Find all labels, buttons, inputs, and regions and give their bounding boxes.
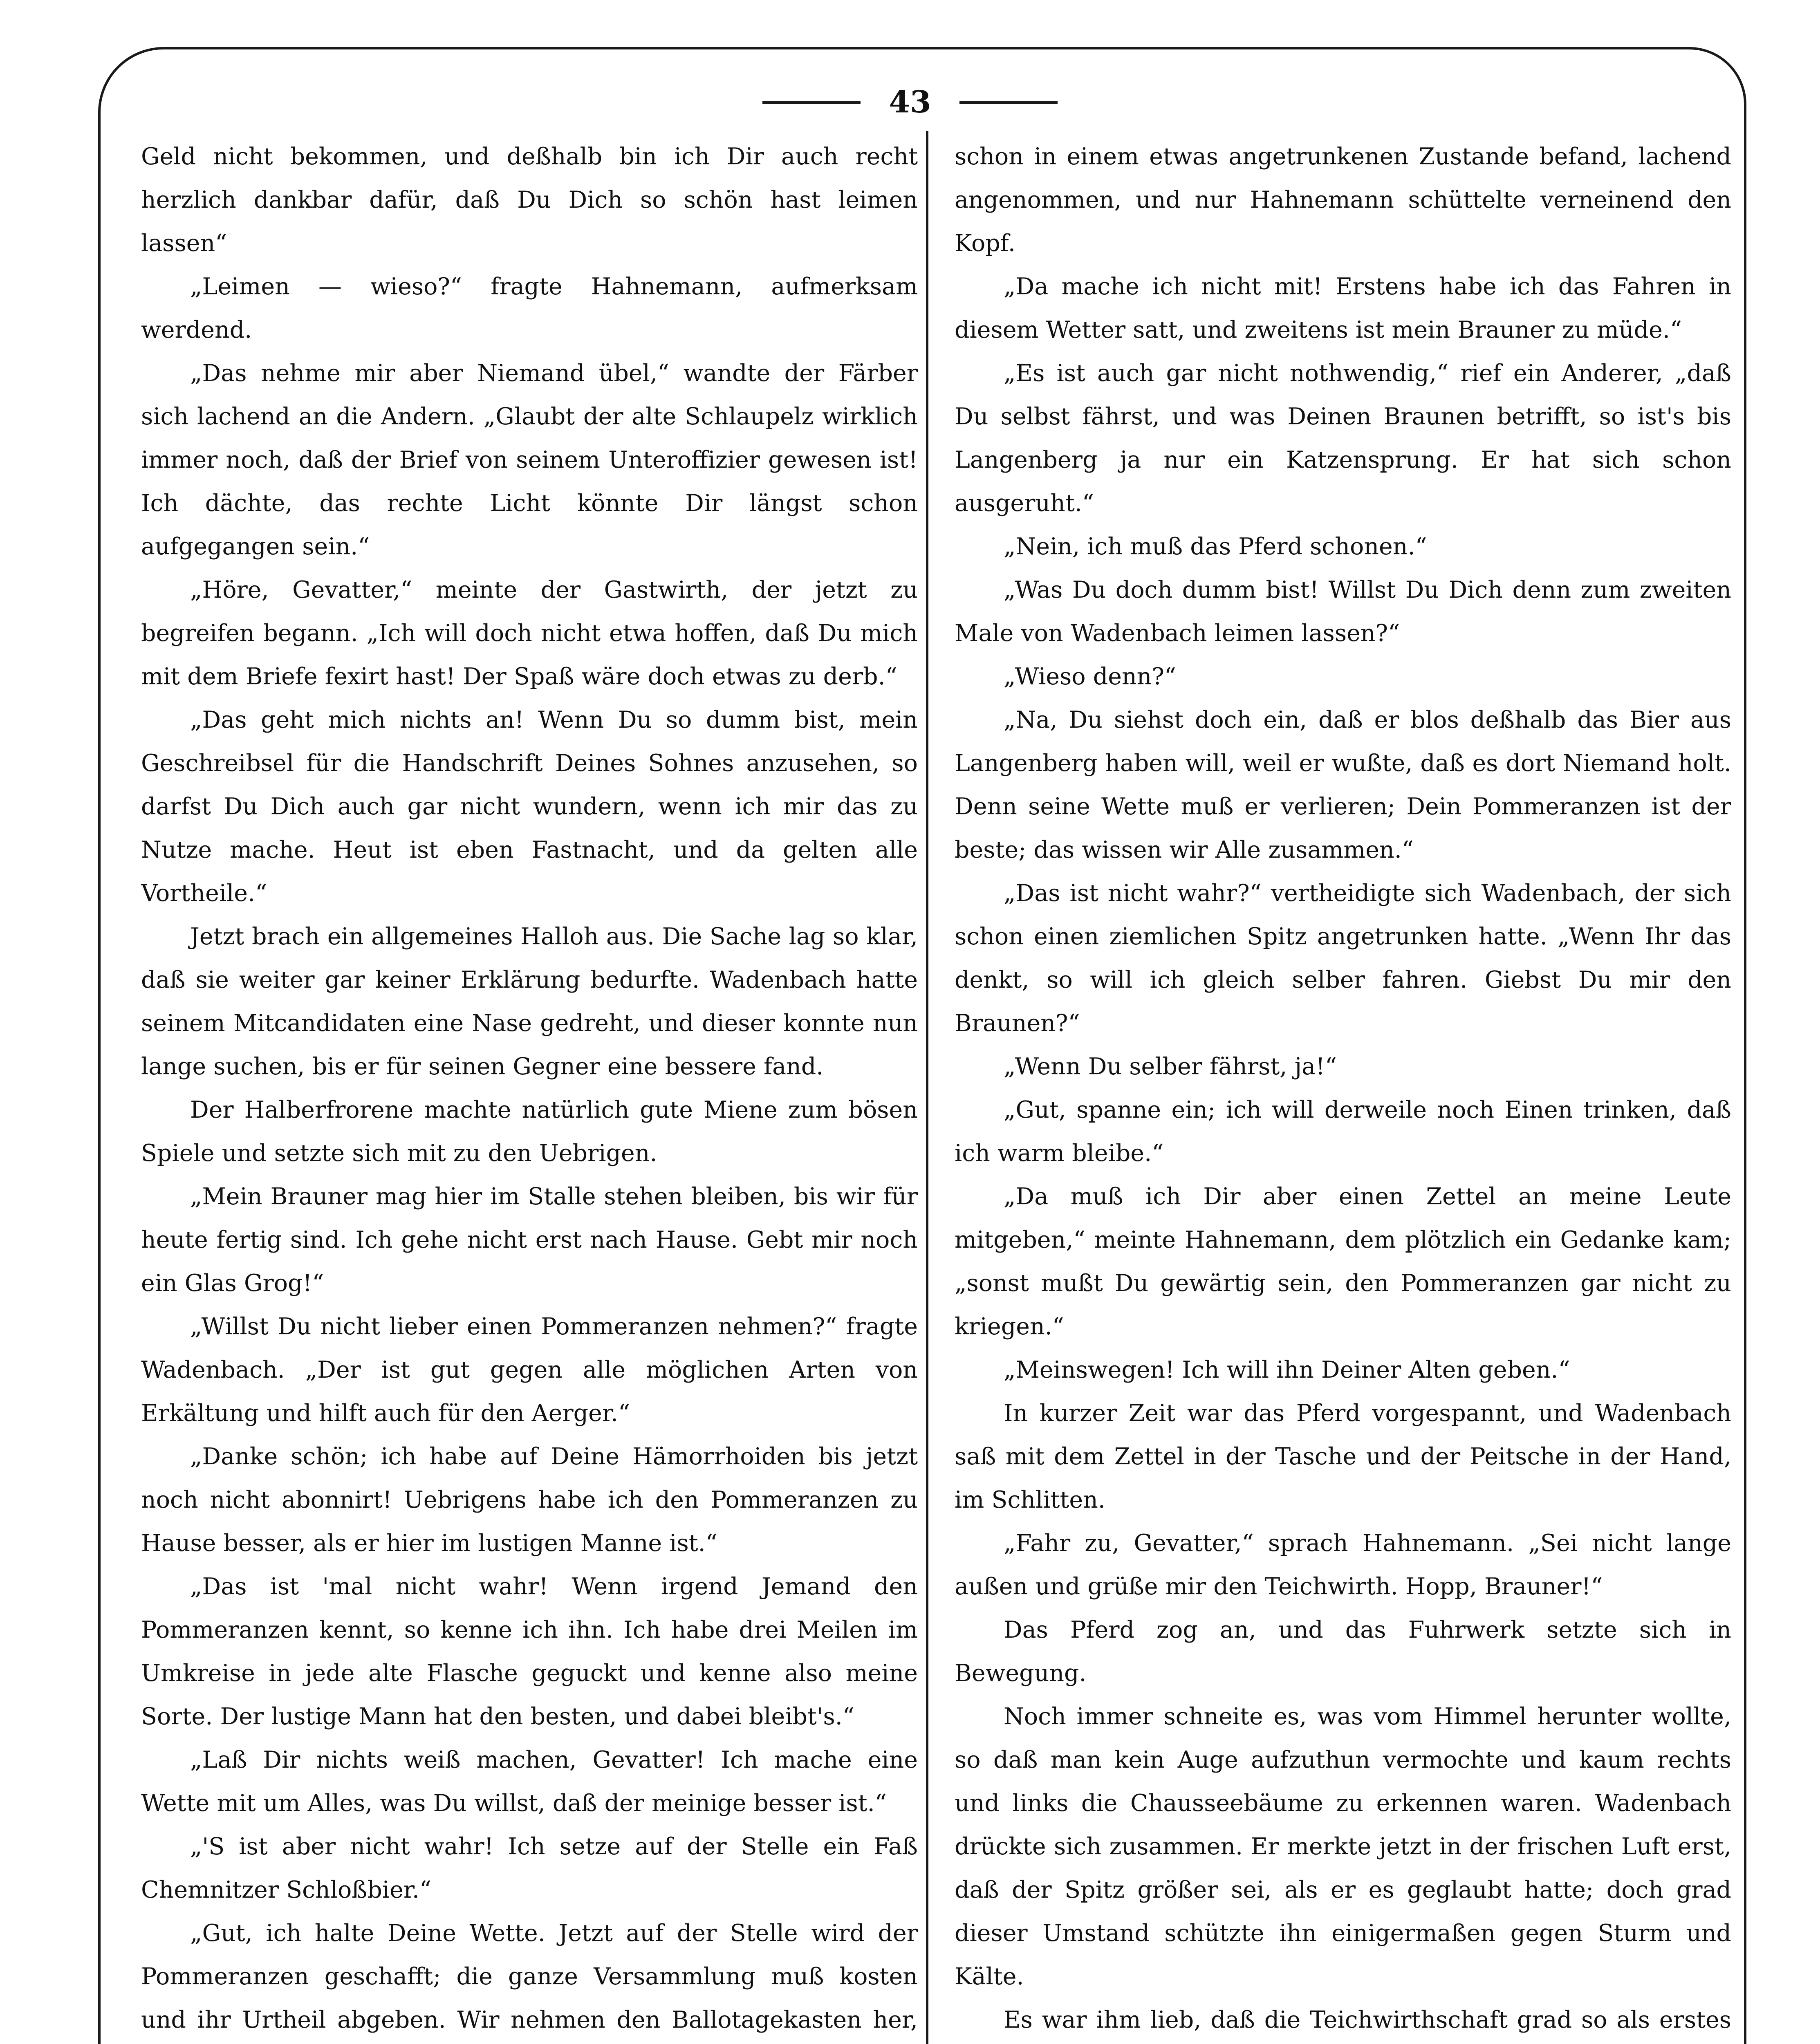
paragraph: „Da mache ich nicht mit! Erstens habe ich das Fahren in diesem Wetter satt, und zweitens ist mein Brauner zu müde.“ bbox=[955, 273, 1731, 343]
paragraph: „Leimen — wieso?“ fragte Hahnemann, aufmerksam werdend. bbox=[141, 273, 918, 343]
paragraph: „Fahr zu, Gevatter,“ sprach Hahnemann. „Sei nicht lange außen und grüße mir den Teichwirth. Hopp, Brauner!“ bbox=[955, 1530, 1731, 1600]
paragraph: Geld nicht bekommen, und deßhalb bin ich Dir auch recht herzlich dankbar dafür, daß Du Dich so schön hast leimen lassen“ bbox=[141, 143, 918, 257]
header-dash-left bbox=[762, 101, 861, 104]
paragraph: „Das geht mich nichts an! Wenn Du so dumm bist, mein Geschreibsel für die Handschrift Deines Sohnes anzusehen, so darfst Du Dich auch gar nicht wundern, wenn ich mir das zu Nutze mache. Heut ist eben Fastnacht, und da gelten alle Vortheile.“ bbox=[141, 706, 918, 907]
paragraph: „Laß Dir nichts weiß machen, Gevatter! Ich mache eine Wette mit um Alles, was Du willst, daß der meinige besser ist.“ bbox=[141, 1746, 918, 1817]
paragraph: In kurzer Zeit war das Pferd vorgespannt, und Wadenbach saß mit dem Zettel in der Tasche und der Peitsche in der Hand, im Schlitten. bbox=[955, 1400, 1731, 1513]
paragraph: „Wenn Du selber fährst, ja!“ bbox=[1004, 1053, 1337, 1080]
page-number: 43 bbox=[889, 85, 931, 120]
right-column bbox=[955, 135, 1731, 2044]
paragraph: „Nein, ich muß das Pferd schonen.“ bbox=[1004, 533, 1427, 560]
paragraph: „Höre, Gevatter,“ meinte der Gastwirth, der jetzt zu begreifen begann. „Ich will doch nicht etwa hoffen, daß Du mich mit dem Briefe fexirt hast! Der Spaß wäre doch etwas zu derb.“ bbox=[141, 576, 918, 690]
paragraph: „Mein Brauner mag hier im Stalle stehen bleiben, bis wir für heute fertig sind. Ich gehe nicht erst nach Hause. Gebt mir noch ein Glas Grog!“ bbox=[141, 1183, 918, 1297]
paragraph: „Das ist 'mal nicht wahr! Wenn irgend Jemand den Pommeranzen kennt, so kenne ich ihn. Ich habe drei Meilen im Umkreise in jede alte Flasche geguckt und kenne also meine Sorte. Der lustige Mann hat den besten, und dabei bleibt's.“ bbox=[141, 1573, 918, 1730]
paragraph: Noch immer schneite es, was vom Himmel herunter wollte, so daß man kein Auge aufzuthun vermochte und kaum rechts und links die Chausseebäume zu erkennen waren. Wadenbach drückte sich zusammen. Er merkte jetzt in der frischen Luft erst, daß der Spitz größer sei, als er es geglaubt hatte; doch grad dieser Umstand schützte ihn einigermaßen gegen Sturm und Kälte. bbox=[955, 1703, 1731, 1990]
paragraph: Jetzt brach ein allgemeines Halloh aus. Die Sache lag so klar, daß sie weiter gar keiner Erklärung bedurfte. Wadenbach hatte seinem Mitcandidaten eine Nase gedreht, und dieser konnte nun lange suchen, bis er für seinen Gegner eine bessere fand. bbox=[141, 923, 918, 1080]
paragraph: „Da muß ich Dir aber einen Zettel an meine Leute mitgeben,“ meinte Hahnemann, dem plötzlich ein Gedanke kam; „sonst mußt Du gewärtig sein, den Pommeranzen gar nicht zu kriegen.“ bbox=[955, 1183, 1731, 1340]
paragraph: Der Halberfrorene machte natürlich gute Miene zum bösen Spiele und setzte sich mit zu den Uebrigen. bbox=[141, 1096, 918, 1167]
paragraph: Das Pferd zog an, und das Fuhrwerk setzte sich in Bewegung. bbox=[955, 1616, 1731, 1687]
paragraph: „Gut, spanne ein; ich will derweile noch Einen trinken, daß ich warm bleibe.“ bbox=[955, 1096, 1731, 1167]
paragraph: „Das ist nicht wahr?“ vertheidigte sich Wadenbach, der sich schon einen ziemlichen Spitz angetrunken hatte. „Wenn Ihr das denkt, so will ich gleich selber fahren. Giebst Du mir den Braunen?“ bbox=[955, 880, 1731, 1037]
paragraph: „Das nehme mir aber Niemand übel,“ wandte der Färber sich lachend an die Andern. „Glaubt der alte Schlaupelz wirklich immer noch, daß der Brief von seinem Unteroffizier gewesen ist! Ich dächte, das rechte Licht könnte Dir längst schon aufgegangen sein.“ bbox=[141, 360, 918, 560]
paragraph: Es war ihm lieb, daß die Teichwirthschaft grad so als erstes bbox=[1004, 2006, 1731, 2033]
column-rule bbox=[926, 131, 928, 2044]
paragraph: „'S ist aber nicht wahr! Ich setze auf der Stelle ein Faß Chemnitzer Schloßbier.“ bbox=[141, 1833, 918, 1903]
paragraph: „Es ist auch gar nicht nothwendig,“ rief ein Anderer, „daß Du selbst fährst, und was Deinen Braunen betrifft, so ist's bis Langenberg ja nur ein Katzensprung. Er hat sich schon ausgeruht.“ bbox=[955, 360, 1731, 517]
paragraph: „Na, Du siehst doch ein, daß er blos deßhalb das Bier aus Langenberg haben will, weil er wußte, daß es dort Niemand holt. Denn seine Wette muß er verlieren; Dein Pommeranzen ist der beste; das wissen wir Alle zusammen.“ bbox=[955, 706, 1731, 863]
paragraph: „Meinswegen! Ich will ihn Deiner Alten geben.“ bbox=[1004, 1356, 1570, 1383]
paragraph: „Wieso denn?“ bbox=[1004, 663, 1177, 690]
paragraph: schon in einem etwas angetrunkenen Zustande befand, lachend angenommen, und nur Hahnemann schüttelte verneinend den Kopf. bbox=[955, 143, 1731, 257]
paragraph: „Danke schön; ich habe auf Deine Hämorrhoiden bis jetzt noch nicht abonnirt! Uebrigens habe ich den Pommeranzen zu Hause besser, als er hier im lustigen Manne ist.“ bbox=[141, 1443, 918, 1557]
paragraph: „Willst Du nicht lieber einen Pommeranzen nehmen?“ fragte Wadenbach. „Der ist gut gegen alle möglichen Arten von Erkältung und hilft auch für den Aerger.“ bbox=[141, 1313, 918, 1427]
left-column bbox=[141, 135, 918, 2044]
paragraph: „Was Du doch dumm bist! Willst Du Dich denn zum zweiten Male von Wadenbach leimen lassen?“ bbox=[955, 576, 1731, 647]
header-dash-right bbox=[959, 101, 1058, 104]
paragraph: „Gut, ich halte Deine Wette. Jetzt auf der Stelle wird der Pommeranzen geschafft; die ganze Versammlung muß kosten und ihr Urtheil abgeben. Wir nehmen den Ballotagekasten her, bbox=[141, 1920, 918, 2033]
page-header bbox=[0, 69, 1820, 135]
